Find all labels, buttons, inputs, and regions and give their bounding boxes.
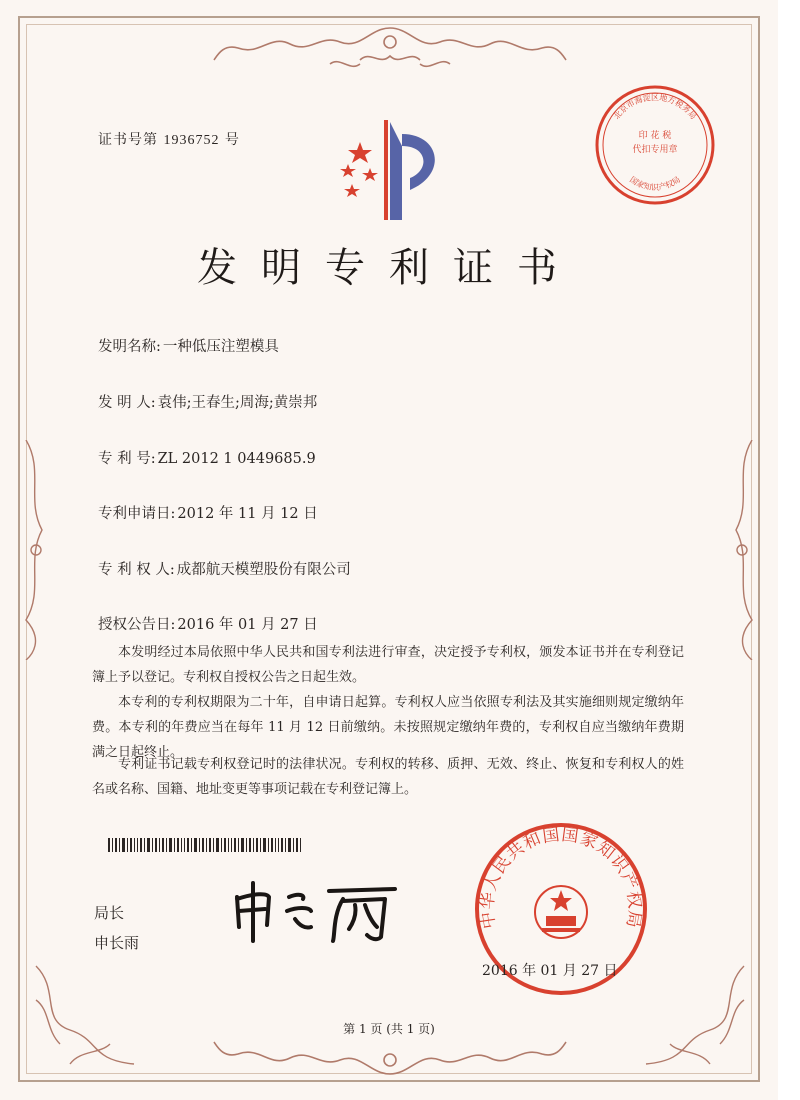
- certificate-number-label: 证书号第: [98, 132, 158, 148]
- field-patentee: [98, 558, 351, 579]
- certificate-number: [98, 129, 240, 149]
- svg-text:中华人民共和国国家知识产权局: 中华人民共和国国家知识产权局: [477, 824, 645, 931]
- certificate-number-suffix: 号: [224, 132, 240, 148]
- top-ornament: [210, 20, 570, 78]
- certificate-number-value: 1936752: [163, 133, 220, 148]
- director-title: 局长: [94, 904, 125, 922]
- field-value: 2016 年 01 月 27 日: [177, 617, 318, 633]
- field-value: 袁伟;王春生;周海;黄崇邦: [157, 395, 318, 411]
- right-ornament: [730, 440, 756, 660]
- field-application-date: [98, 502, 318, 523]
- field-grant-date: [98, 613, 318, 634]
- svg-text:印 花 税: 印 花 税: [638, 131, 672, 141]
- field-value: ZL 2012 1 0449685.9: [157, 451, 316, 467]
- director-name: 申长雨: [94, 934, 140, 952]
- field-label: 专 利 号:: [98, 451, 156, 467]
- paragraph-term: 本专利的专利权期限为二十年，自申请日起算。专利权人应当依照专利法及其实施细则规定缴纳年费。本专利的年费应当在每年 11 月 12 日前缴纳。未按照规定缴纳年费的，专利权自应当缴纳年费期满之日起终止。: [92, 695, 684, 760]
- field-label: 发 明 人:: [98, 395, 156, 411]
- patent-office-logo-icon: [330, 112, 460, 227]
- issue-date: 2016 年 01 月 27 日: [482, 963, 618, 979]
- field-value: 一种低压注塑模具: [162, 339, 279, 355]
- paragraph-grant: 本发明经过本局依照中华人民共和国专利法进行审查，决定授予专利权，颁发本证书并在专利登记簿上予以登记。专利权自授权公告之日起生效。: [92, 645, 684, 685]
- paragraph-legal-status: 专利证书记载专利权登记时的法律状况。专利权的转移、质押、无效、终止、恢复和专利权人的姓名或名称、国籍、地址变更等事项记载在专利登记簿上。: [92, 757, 684, 797]
- field-invention-name: [98, 335, 279, 356]
- svg-text:北京市海淀区地方税务局: 北京市海淀区地方税务局: [612, 93, 698, 122]
- svg-text:国家知识产权局: 国家知识产权局: [627, 174, 683, 192]
- corner-ornament-bottom-left: [30, 960, 140, 1070]
- field-value: 2012 年 11 月 12 日: [177, 506, 318, 522]
- field-label: 授权公告日:: [98, 617, 176, 633]
- left-ornament: [22, 440, 48, 660]
- page-number: 第 1 页 (共 1 页): [343, 1022, 435, 1036]
- barcode: [108, 838, 304, 852]
- field-label: 专利申请日:: [98, 506, 176, 522]
- field-label: 专 利 权 人:: [98, 562, 175, 578]
- certificate-title: 发明专利证书: [197, 245, 581, 291]
- director-signature: [225, 875, 405, 945]
- corner-ornament-bottom-right: [640, 960, 750, 1070]
- field-value: 成都航天模塑股份有限公司: [176, 562, 351, 578]
- field-patent-number: [98, 447, 316, 468]
- bottom-ornament: [210, 1030, 570, 1082]
- tax-stamp-seal: [590, 80, 720, 210]
- field-inventors: [98, 391, 317, 412]
- svg-text:代扣专用章: 代扣专用章: [632, 145, 678, 155]
- field-label: 发明名称:: [98, 339, 161, 355]
